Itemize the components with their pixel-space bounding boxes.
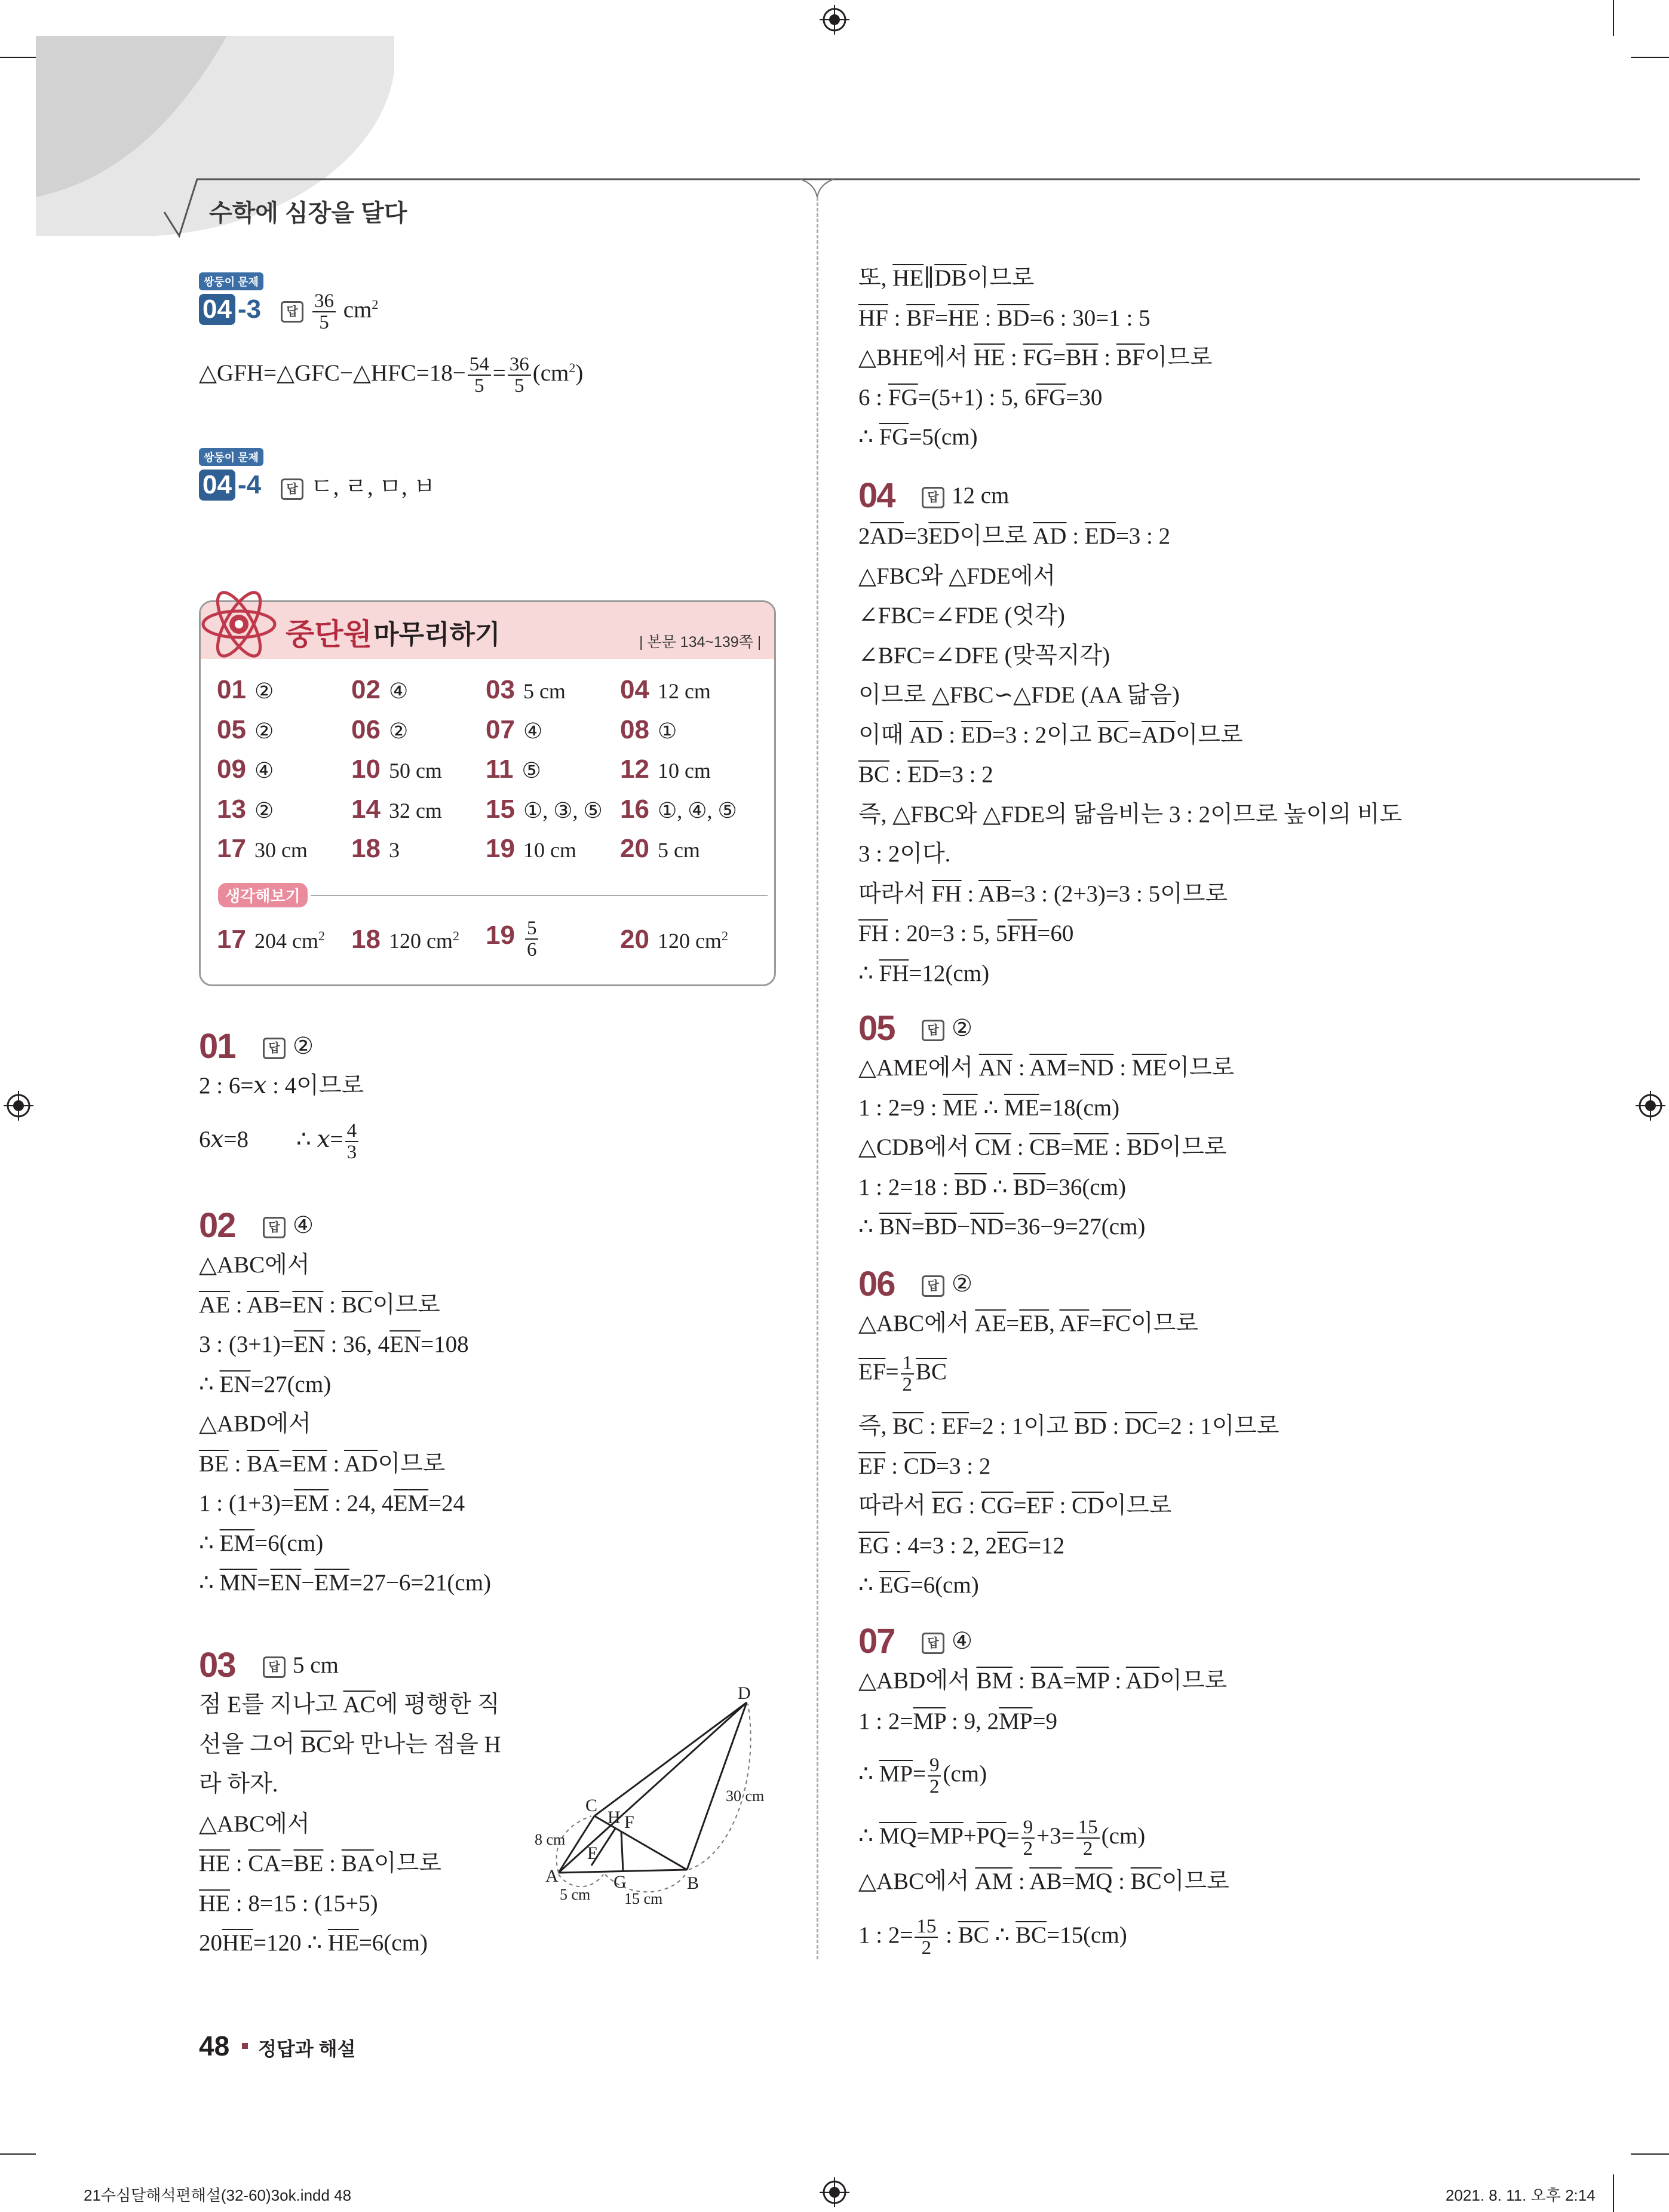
label-a: A (545, 1866, 559, 1886)
solution-line: 1 : 2=9 : $\overline{ME}$ ∴ $\overline{ME}=18(cm)$ (858, 1094, 1120, 1121)
solution-line: ∠FBC=∠FDE (엇각) (858, 603, 1065, 628)
answer-icon: 답 (281, 478, 303, 500)
solution-line: △ABC에서 $\overline{AM}$ : $\overline{AB}=\overline{MQ}$ : $\overline{BC}$이므로 (858, 1869, 1229, 1894)
summary-cell: 07 ④ (486, 714, 543, 744)
atom-icon (197, 582, 281, 666)
solution-line: ∴ $\overline{EN}=27(cm)$ (199, 1371, 332, 1397)
label-g: G (613, 1872, 627, 1892)
summary-cell: 05 ② (217, 714, 274, 744)
arc-30cm (689, 1704, 751, 1870)
problem-number: 04 (199, 294, 235, 325)
solution-line: 라 하자. (199, 1771, 278, 1797)
solution-line: ∴ $\overline{FH}=12(cm)$ (858, 960, 990, 986)
crop-mark (0, 2153, 36, 2155)
label-h: H (608, 1808, 621, 1827)
answer-icon: 답 (922, 1020, 944, 1041)
twin-problem-badge: 쌍둥이 문제 (199, 272, 263, 290)
solution-line: △ABD에서 $\overline{BM}$ : $\overline{BA}=\overline{MP}$ : $\overline{AD}$이므로 (858, 1668, 1228, 1693)
answer-01: 답 ② (263, 1031, 314, 1062)
solution-04-3: △GFH=△GFC−△HFC=18− $\frac{54}{5}$ = $\frac{36}{5}$ $(cm^2)$ (199, 354, 584, 397)
think-label: 생각해보기 (218, 883, 308, 907)
answer-03: 답 5 cm (263, 1650, 339, 1681)
summary-title: 중단원 (286, 618, 372, 651)
registration-mark-icon (820, 5, 849, 35)
solution-line: 이때 $\overline{AD}$ : $\overline{ED}=3$ : 2이고 $\overline{BC}=\overline{AD}$이므로 (858, 722, 1243, 748)
problem-number: 02 (199, 1206, 235, 1245)
segment-fg (621, 1831, 623, 1871)
solution-line: △CDB에서 $\overline{CM}$ : $\overline{CB}=\overline{ME}$ : $\overline{BD}$이므로 (858, 1134, 1227, 1160)
summary-cell: 09 ④ (217, 754, 274, 784)
summary-cell: 14 32 cm (351, 794, 442, 824)
solution-line: $\overline{HE}$ : 8=15 : (15+5) (199, 1890, 378, 1916)
solution-line: 6𝑥=8 ∴ 𝑥= $\frac{4}{3}$ (199, 1121, 360, 1162)
answer-06: 답 ② (922, 1269, 972, 1300)
problem-suffix: -4 (238, 470, 262, 499)
think-cell: 17 204 $cm^2$ (217, 925, 325, 954)
solution-line: ∠BFC=∠DFE (맞꼭지각) (858, 642, 1110, 668)
registration-mark-icon (820, 2177, 849, 2207)
label-d: D (738, 1685, 751, 1703)
answer-icon: 답 (263, 1656, 286, 1678)
problem-number: 03 (199, 1646, 235, 1685)
footer-label: 정답과 해설 (258, 2038, 356, 2060)
solution-line: ∴ $\overline{BN}=\overline{BD}-\overline{ND}=36-9=27(cm)$ (858, 1214, 1146, 1240)
solution-line: 1 : 2= $\frac{15}{2}$ : $\overline{BC}$ ∴ $\overline{BC}=15(cm)$ (858, 1916, 1127, 1959)
solution-line: △AME에서 $\overline{AN}$ : $\overline{AM}=\overline{ND}$ : $\overline{ME}$이므로 (858, 1055, 1235, 1081)
label-b: B (687, 1873, 699, 1893)
summary-cell: 06 ② (351, 714, 409, 744)
answer-04-3: 답 $\frac{36}{5}$ $cm^2$ (281, 289, 378, 333)
solution-line: $\overline{HF}$ : $\overline{BF}=\overline{HE}$ : $\overline{BD}=6$ : 30=1 : 5 (858, 305, 1150, 331)
triangle-figure (535, 1685, 786, 1923)
solution-line: 1 : 2=18 : $\overline{BD}$ ∴ $\overline{BD}=36(cm)$ (858, 1174, 1126, 1200)
label-5cm: 5 cm (560, 1886, 591, 1903)
solution-line: $\overline{EF}=$ $\frac{1}{2}$ $\overline{BC}$ (858, 1352, 947, 1395)
problem-suffix: -3 (238, 294, 262, 324)
summary-cell: 04 12 cm (620, 675, 711, 704)
solution-line: 3 : 2이다. (858, 841, 951, 867)
solution-line: 점 E를 지나고 $\overline{AC}$에 평행한 직 (199, 1692, 500, 1717)
summary-cell: 18 3 (351, 834, 400, 863)
think-cell: 19 $\frac{5}{6}$ (486, 918, 540, 960)
solution-line: $\overline{HE}$ : $\overline{CA}=\overline{BE}$ : $\overline{BA}$이므로 (199, 1851, 441, 1876)
solution-line: 6 : $\overline{FG}=(5+1)$ : 5, $6\overline{FG}=30$ (858, 384, 1103, 410)
summary-cell: 08 ① (620, 714, 677, 744)
problem-number: 01 (199, 1027, 235, 1066)
summary-cell: 16 ①, ④, ⑤ (620, 794, 737, 824)
answer-icon: 답 (922, 487, 944, 508)
crop-mark (1613, 0, 1614, 36)
summary-cell: 10 50 cm (351, 754, 442, 784)
label-30cm: 30 cm (726, 1787, 765, 1805)
solution-line: 또, $\overline{HE}\parallel\overline{DB}$이므로 (858, 265, 1035, 291)
twin-problem-badge: 쌍둥이 문제 (199, 448, 263, 466)
problem-number: 06 (858, 1265, 895, 1303)
answer-04-4: 답 ㄷ, ㄹ, ㅁ, ㅂ (281, 472, 435, 503)
label-15cm: 15 cm (624, 1890, 663, 1907)
summary-cell: 03 5 cm (486, 675, 566, 704)
summary-cell: 19 10 cm (486, 834, 576, 863)
label-8cm: 8 cm (535, 1831, 566, 1848)
print-date: 2021. 8. 11. 오후 2:14 (1446, 2186, 1596, 2204)
solution-line: 이므로 △FBC∽△FDE (AA 닮음) (858, 682, 1180, 708)
answer-04: 답 12 cm (922, 480, 1009, 511)
solution-line: $\overline{EG}$ : 4=3 : 2, $2\overline{EG}=12$ (858, 1532, 1065, 1558)
solution-line: 따라서 $\overline{EG}$ : $\overline{CG}=\overline{EF}$ : $\overline{CD}$이므로 (858, 1493, 1172, 1518)
label-c: C (585, 1796, 598, 1815)
summary-cell: 13 ② (217, 794, 274, 824)
answer-icon: 답 (281, 301, 303, 323)
solution-line: 1 : $(1+3)=\overline{EM}$ : 24, $4\overline{EM}=24$ (199, 1490, 465, 1516)
answer-icon: 답 (922, 1633, 944, 1654)
column-divider (817, 197, 818, 1959)
summary-cell: 12 10 cm (620, 754, 711, 784)
brand-logo: 수학에 심장을 달다 (209, 200, 407, 226)
answer-05: 답 ② (922, 1013, 972, 1044)
answer-icon: 답 (922, 1275, 944, 1297)
summary-cell: 15 ①, ③, ⑤ (486, 794, 603, 824)
summary-cell: 17 30 cm (217, 834, 308, 863)
summary-cell: 11 ⑤ (486, 754, 541, 784)
solution-line: $\overline{EF}$ : $\overline{CD}=3$ : 2 (858, 1453, 991, 1479)
problem-number: 07 (858, 1622, 895, 1661)
crop-mark (1613, 2174, 1614, 2212)
solution-line: $\overline{AE}$ : $\overline{AB}=\overline{EN}$ : $\overline{BC}$이므로 (199, 1291, 440, 1318)
think-divider (311, 895, 768, 896)
solution-line: △ABC에서 (199, 1811, 310, 1837)
solution-line: $20\overline{HE}=120$ ∴ $\overline{HE}=6(cm)$ (199, 1930, 428, 1956)
solution-line: $\overline{BC}$ : $\overline{ED}=3$ : 2 (858, 762, 993, 787)
solution-line: ∴ $\overline{EM}=6(cm)$ (199, 1530, 324, 1556)
problem-number: 04 (199, 470, 235, 501)
solution-line: ∴ $\overline{EG}=6(cm)$ (858, 1572, 979, 1598)
crop-mark (1631, 57, 1669, 58)
solution-line: $2\overline{AD}=3\overline{ED}$이므로 $\overline{AD}$ : $\overline{ED}=3$ : 2 (858, 523, 1171, 549)
solution-line: 따라서 $\overline{FH}$ : $\overline{AB}=3$ : (2+3)=3 : 5이므로 (858, 880, 1228, 907)
summary-cell: 20 5 cm (620, 834, 700, 863)
segment-cd (594, 1702, 747, 1816)
registration-mark-icon (1636, 1091, 1665, 1121)
segment-bd (687, 1702, 747, 1870)
solution-line: 즉, △FBC와 △FDE의 닮음비는 3 : 2이므로 높이의 비도 (858, 801, 1403, 827)
solution-line: △BHE에서 $\overline{HE}$ : $\overline{FG}=\overline{BH}$ : $\overline{BF}$이므로 (858, 345, 1213, 370)
bullet-icon (242, 2043, 248, 2049)
answer-02: 답 ④ (263, 1210, 314, 1241)
solution-line: $\overline{FH}$ : 20=3 : 5, $5\overline{FH}=60$ (858, 921, 1074, 946)
solution-line: $\overline{BE}$ : $\overline{BA}=\overline{EM}$ : $\overline{AD}$이므로 (199, 1450, 446, 1477)
solution-line: ∴ $\overline{MP}=$ $\frac{9}{2}$ (cm) (858, 1754, 987, 1797)
problem-number: 05 (858, 1009, 895, 1048)
solution-line: 선을 그어 $\overline{BC}$와 만나는 점을 H (199, 1731, 501, 1757)
page-number: 48 (199, 2030, 230, 2061)
problem-number: 04 (858, 476, 895, 515)
solution-line: 3 : $(3+1)=\overline{EN}$ : 36, $4\overline{EN}=108$ (199, 1332, 469, 1357)
file-name: 21수심달해석편해설(32-60)3ok.indd 48 (84, 2186, 352, 2204)
solution-line: ∴ $\overline{MN}=\overline{EN}-\overline{EM}=27-6=21(cm)$ (199, 1570, 492, 1596)
label-f: F (624, 1812, 634, 1832)
solution-line: ∴ $\overline{FG}=5(cm)$ (858, 424, 978, 450)
solution-line: 즉, $\overline{BC}$ : $\overline{EF}=2$ : 1이고 $\overline{BD}$ : $\overline{DC}=2$ : 1이므로 (858, 1413, 1280, 1439)
crop-mark (0, 57, 36, 58)
answer-icon: 답 (263, 1038, 286, 1059)
solution-line: △ABC에서 (199, 1252, 310, 1278)
summary-subtitle: 마무리하기 (373, 620, 501, 649)
summary-cell: 01 ② (217, 675, 274, 704)
summary-ref: | 본문 134~139쪽 | (639, 634, 762, 651)
answer-icon: 답 (263, 1217, 286, 1238)
solution-line: 2 : 6=𝑥 : 4이므로 (199, 1073, 364, 1099)
registration-mark-icon (4, 1091, 33, 1121)
solution-line: 1 : $2=\overline{MP}$ : 9, $2\overline{MP}=9$ (858, 1708, 1057, 1734)
arc-5cm (559, 1874, 603, 1886)
answer-07: 답 ④ (922, 1626, 972, 1657)
summary-cell: 02 ④ (351, 675, 409, 704)
think-cell: 18 120 $cm^2$ (351, 925, 459, 954)
crop-mark (1631, 2153, 1669, 2155)
solution-line: △FBC와 △FDE에서 (858, 563, 1056, 589)
solution-line: △ABD에서 (199, 1411, 311, 1437)
solution-line: ∴ $\overline{MQ}=\overline{MP}+\overline{PQ}=$ $\frac{9}{2}$ +3= $\frac{15}{2}$ (cm) (858, 1817, 1146, 1860)
label-e: E (587, 1843, 599, 1863)
solution-line: △ABC에서 $\overline{AE}=\overline{EB}$, $\overline{AF}=\overline{FC}$이므로 (858, 1311, 1199, 1336)
think-cell: 20 120 $cm^2$ (620, 925, 728, 954)
